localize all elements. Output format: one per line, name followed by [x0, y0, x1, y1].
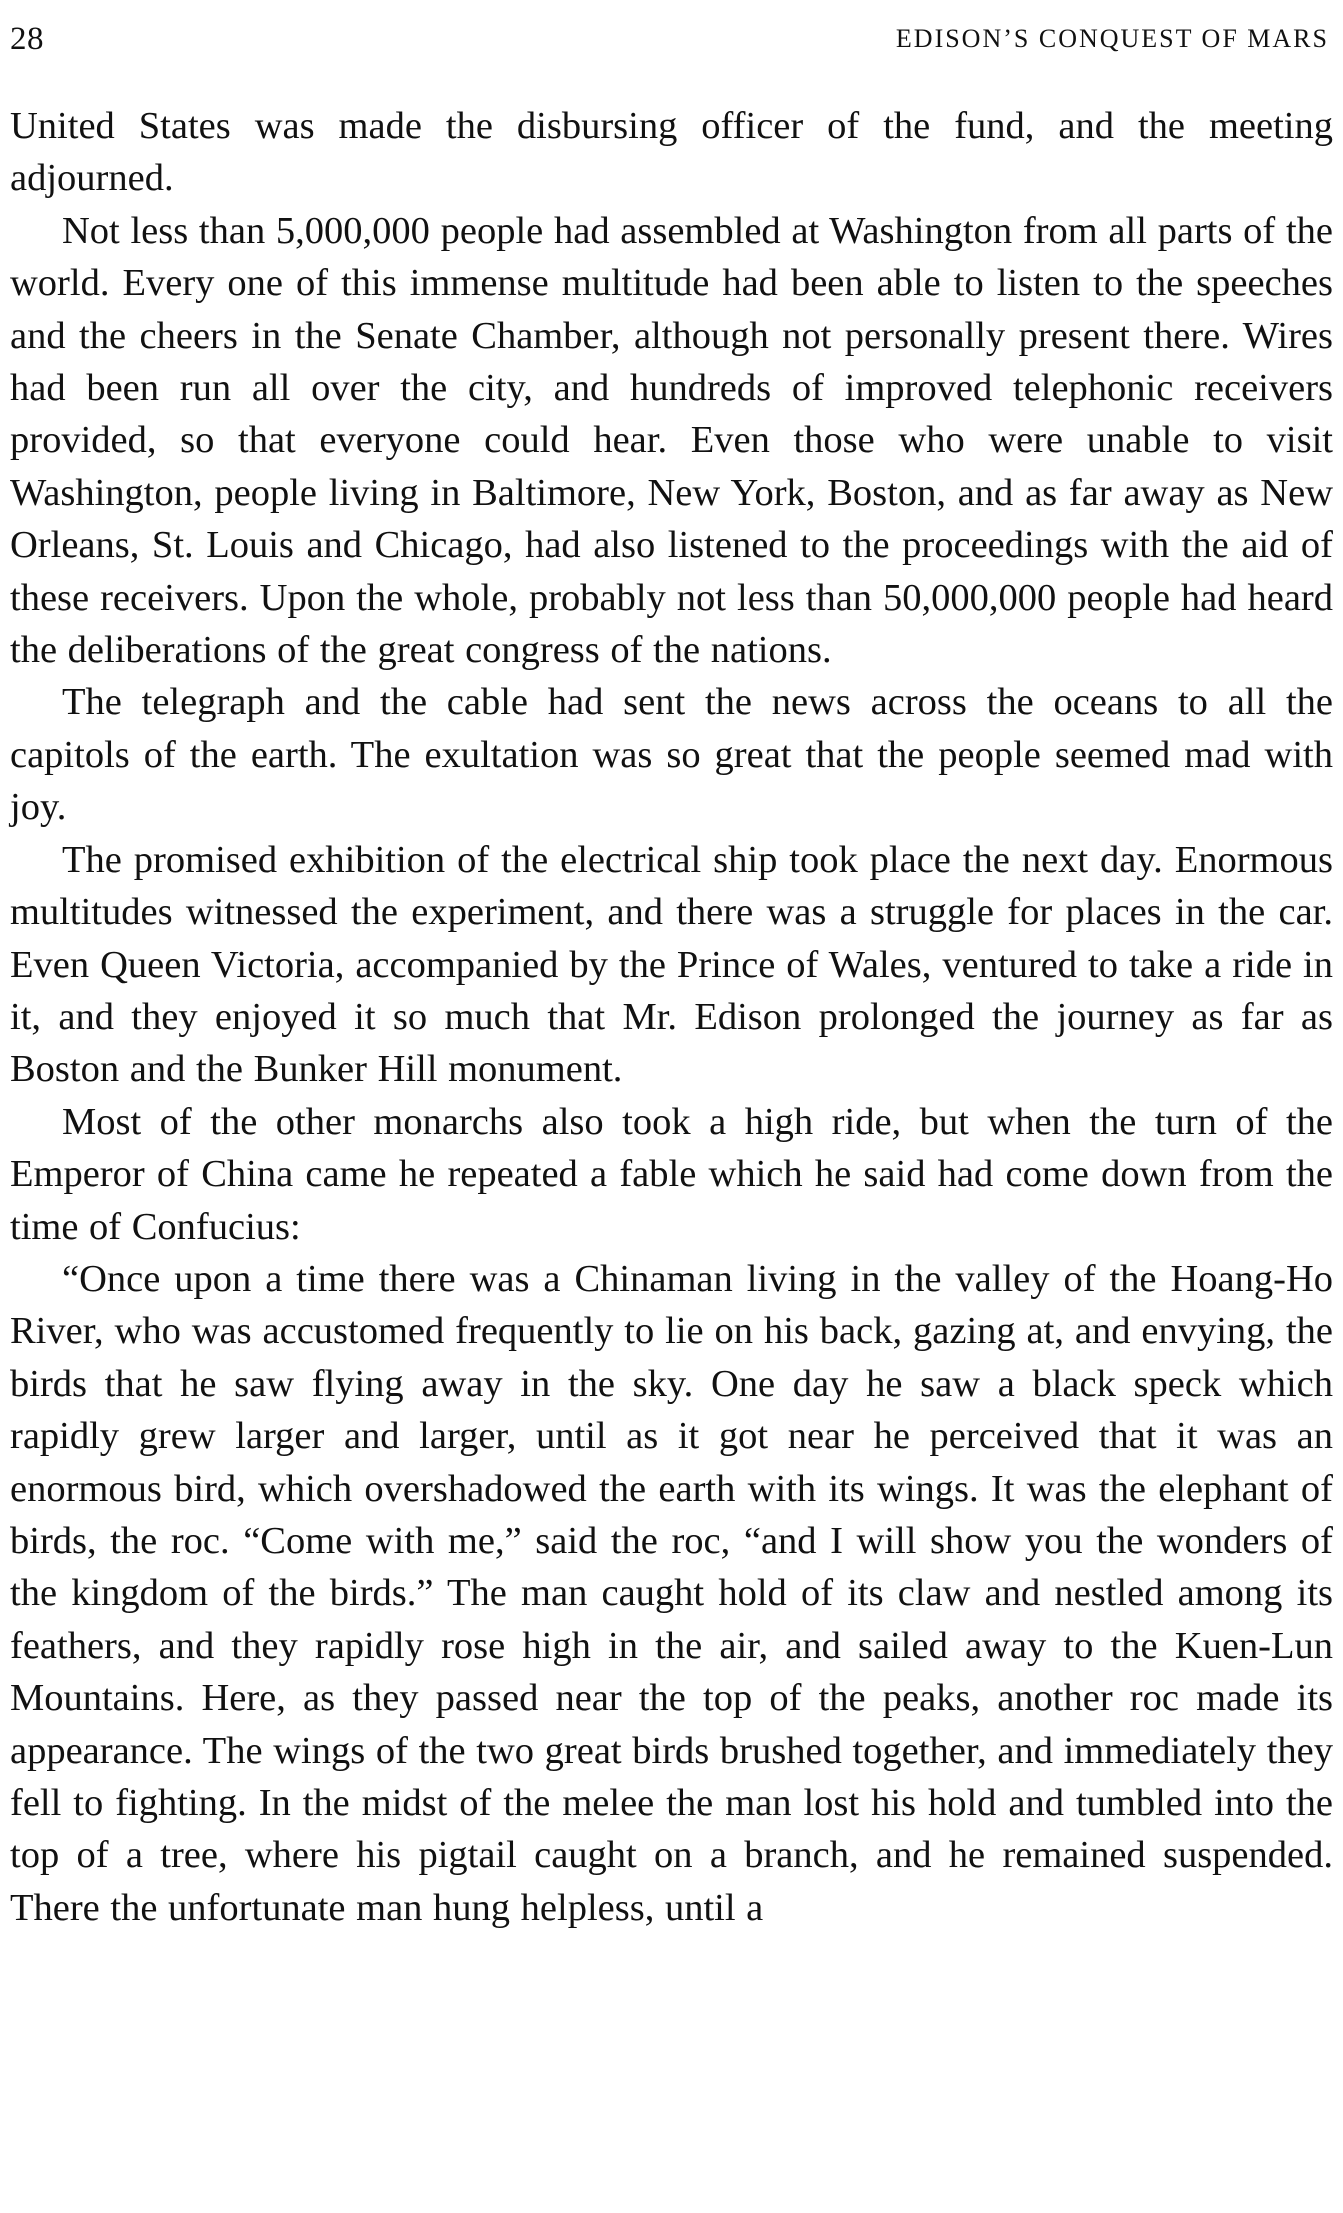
paragraph: The promised exhibition of the electrical ship took place the next day. Enormous multitudes witnessed the experiment, and there was a struggle for places in the car. Even Queen Victoria, accompanied by the Prince of Wales, ventured to take a ride in it, and they enjoyed it so much that Mr. Edison prolonged the journey as far as Boston and the Bunker Hill monument.: [10, 838, 1333, 1091]
paragraph: Most of the other monarchs also took a high ride, but when the turn of the Emperor of China came he repeated a fable which he said had come down from the time of Confucius:: [10, 1100, 1333, 1248]
paragraph: “Once upon a time there was a Chinaman living in the valley of the Hoang-Ho River, who was accustomed frequently to lie on his back, gazing at, and envying, the birds that he saw flying away in the sky. One day he saw a black speck which rapidly grew larger and larger, until as it got near he perceived that it was an enormous bird, which overshadowed the earth with its wings. It was the elephant of birds, the roc. “Come with me,” said the roc, “and I will show you the wonders of the kingdom of the birds.” The man caught hold of its claw and nestled among its feathers, and they rapidly rose high in the air, and sailed away to the Kuen-Lun Mountains. Here, as they passed near the top of the peaks, another roc made its appearance. The wings of the two great birds brushed together, and immediately they fell to fighting. In the midst of the melee the man lost his hold and tumbled into the top of a tree, where his pigtail caught on a branch, and he remained suspended. There the unfortunate man hung helpless, until a: [10, 1257, 1333, 1929]
paragraph: The telegraph and the cable had sent the news across the oceans to all the capitols of the earth. The exultation was so great that the people seemed mad with joy.: [10, 681, 1333, 829]
page-number: 28: [10, 21, 44, 57]
running-head: EDISON’S CONQUEST OF MARS: [895, 24, 1329, 53]
paragraph: United States was made the disbursing officer of the fund, and the meeting adjourned.: [10, 105, 1333, 200]
paragraph: Not less than 5,000,000 people had assembled at Washington from all parts of the world. Every one of this immense multitude had been able to listen to the speeches and the cheers in the Senate Chamber, although not personally present there. Wires had been run all over the city, and hundreds of improved telephonic receivers provided, so that everyone could hear. Even those who were unable to visit Washington, people living in Baltimore, New York, Boston, and as far away as New Orleans, St. Louis and Chicago, had also listened to the proceedings with the aid of these receivers. Upon the whole, probably not less than 50,000,000 people had heard the deliberations of the great congress of the nations.: [10, 209, 1333, 672]
body-text: [10, 100, 1333, 1934]
page-header: [10, 16, 1329, 62]
